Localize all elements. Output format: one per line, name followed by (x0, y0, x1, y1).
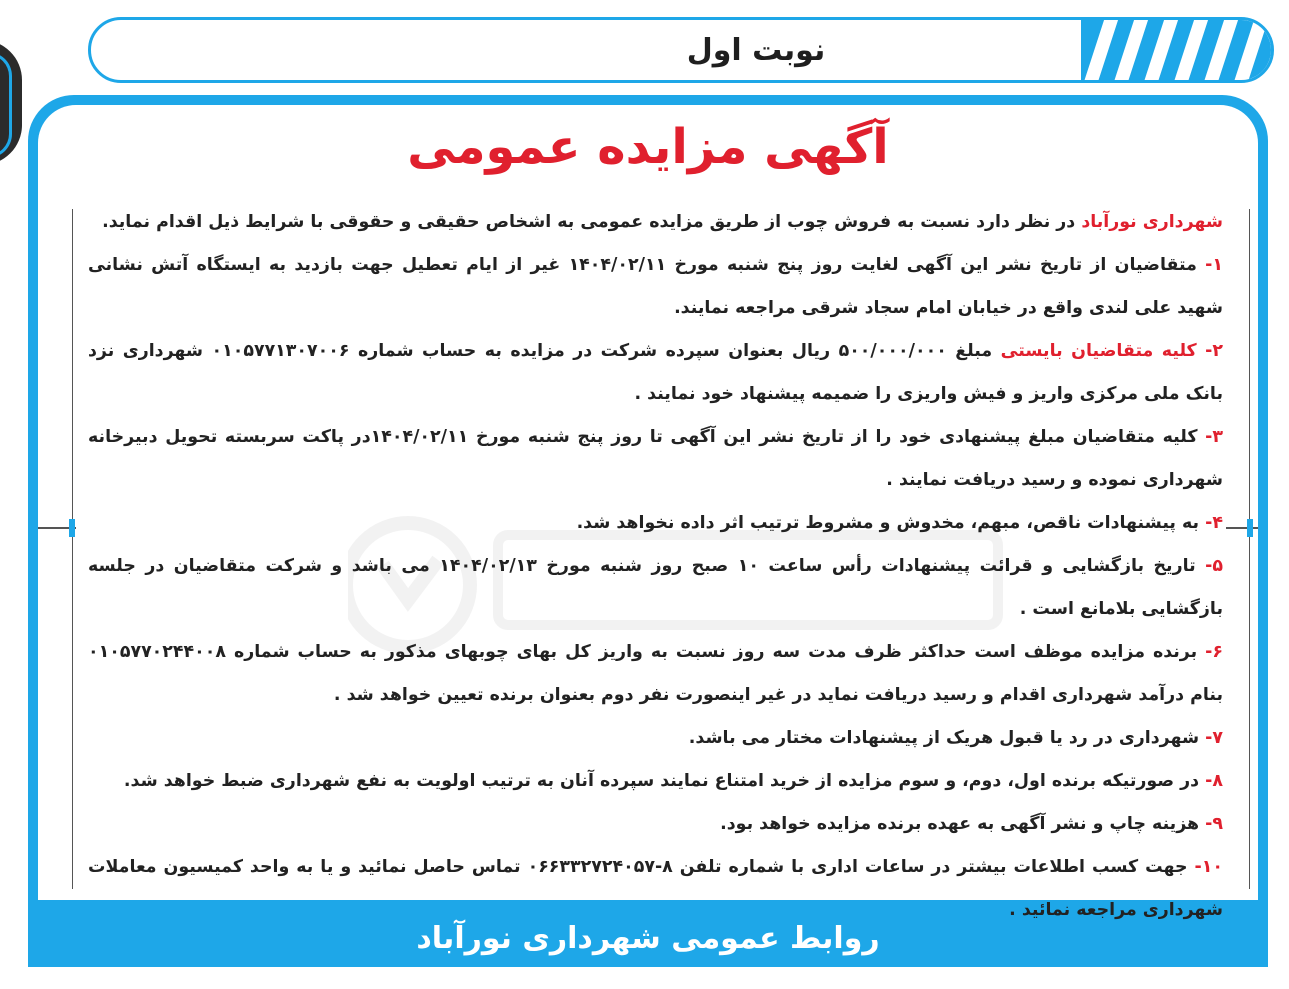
intro-text: در نظر دارد نسبت به فروش چوب از طریق مزایده عمومی به اشخاص حقیقی و حقوقی با شرایط ذیل اقدام نماید. (102, 212, 1076, 232)
condition-number: ۲- (1196, 341, 1223, 361)
condition-item (88, 717, 1223, 760)
condition-text: مبلغ ۵۰۰/۰۰۰/۰۰۰ ریال بعنوان سپرده شرکت در مزایده به حساب شماره ۰۱۰۵۷۷۱۳۰۷۰۰۶ شهرداری نزد بانک ملی مرکزی واریز و فیش واریزی را ضمیمه پیشنهاد خود نمایند . (88, 341, 1223, 404)
condition-number: ۷- (1199, 728, 1223, 748)
condition-item (88, 330, 1223, 416)
condition-text: تاریخ بازگشایی و قرائت پیشنهادات رأس ساعت ۱۰ صبح روز شنبه مورخ ۱۴۰۴/۰۲/۱۳ می باشد و شرکت متقاضیان در جلسه بازگشایی بلامانع است . (88, 556, 1223, 619)
notice-round-label: نوبت اول (686, 32, 826, 68)
ad-frame (28, 95, 1268, 967)
condition-text: کلیه متقاضیان مبلغ پیشنهادی خود را از تاریخ نشر این آگهی تا روز پنج شنبه مورخ ۱۴۰۴/۰۲/۱۱در پاکت سربسته تحویل دبیرخانه شهرداری نموده و رسید دریافت نمایند . (88, 427, 1223, 490)
condition-item (88, 803, 1223, 846)
left-marker (69, 519, 75, 537)
ad-title: آگهی مزایده عمومی (407, 119, 889, 175)
left-edge-decoration (0, 40, 22, 165)
condition-item (88, 631, 1223, 717)
condition-item (88, 502, 1223, 545)
condition-number: ۶- (1197, 642, 1223, 662)
right-rule (1249, 209, 1250, 889)
intro-paragraph (88, 201, 1223, 244)
condition-text: جهت کسب اطلاعات بیشتر در ساعات اداری با شماره تلفن ۸-۰۶۶۳۳۲۷۲۴۰۵۷ تماس حاصل نمائید و یا به واحد کمیسیون معاملات شهرداری مراجعه نمائید . (88, 857, 1223, 920)
condition-item (88, 416, 1223, 502)
condition-text: در صورتیکه برنده اول، دوم، و سوم مزایده از خرید امتناع نمایند سپرده آنان به ترتیب اولویت به نفع شهرداری ضبط خواهد شد. (123, 771, 1200, 791)
condition-number: ۱- (1196, 255, 1224, 275)
notice-round-banner (88, 17, 1274, 83)
condition-highlight: کلیه متقاضیان بایستی (992, 341, 1197, 361)
left-rule (72, 209, 73, 889)
condition-item (88, 244, 1223, 330)
conditions-list (88, 244, 1223, 932)
condition-number: ۸- (1199, 771, 1223, 791)
condition-text: به پیشنهادات ناقص، مبهم، مخدوش و مشروط ترتیب اثر داده نخواهد شد. (576, 513, 1200, 533)
condition-number: ۹- (1199, 814, 1223, 834)
right-marker (1247, 519, 1253, 537)
right-rule-tick (1226, 527, 1258, 529)
condition-item (88, 760, 1223, 803)
ad-content (88, 201, 1224, 920)
condition-number: ۱۰- (1187, 857, 1223, 877)
condition-number: ۵- (1195, 556, 1223, 576)
ad-body (38, 105, 1258, 956)
condition-text: هزینه چاپ و نشر آگهی به عهده برنده مزایده خواهد بود. (720, 814, 1200, 834)
footer-signature: روابط عمومی شهرداری نورآباد (416, 921, 880, 956)
condition-number: ۳- (1197, 427, 1223, 447)
condition-text: شهرداری در رد یا قبول هریک از پیشنهادات مختار می باشد. (688, 728, 1200, 748)
condition-item (88, 545, 1223, 631)
intro-org: شهرداری نورآباد (1081, 212, 1223, 232)
condition-number: ۴- (1199, 513, 1223, 533)
condition-text: برنده مزایده موظف است حداکثر ظرف مدت سه روز نسبت به واریز کل بهای چوبهای مذکور به حساب شماره ۰۱۰۵۷۷۰۲۴۴۰۰۸ بنام درآمد شهرداری اقدام و رسید دریافت نماید در غیر اینصورت نفر دوم بعنوان برنده تعیین خواهد شد . (88, 642, 1223, 705)
condition-text: متقاضیان از تاریخ نشر این آگهی لغایت روز پنج شنبه مورخ ۱۴۰۴/۰۲/۱۱ غیر از ایام تعطیل جهت بازدید به ایستگاه آتش نشانی شهید علی لندی واقع در خیابان امام سجاد شرقی مراجعه نمایند. (88, 255, 1223, 318)
